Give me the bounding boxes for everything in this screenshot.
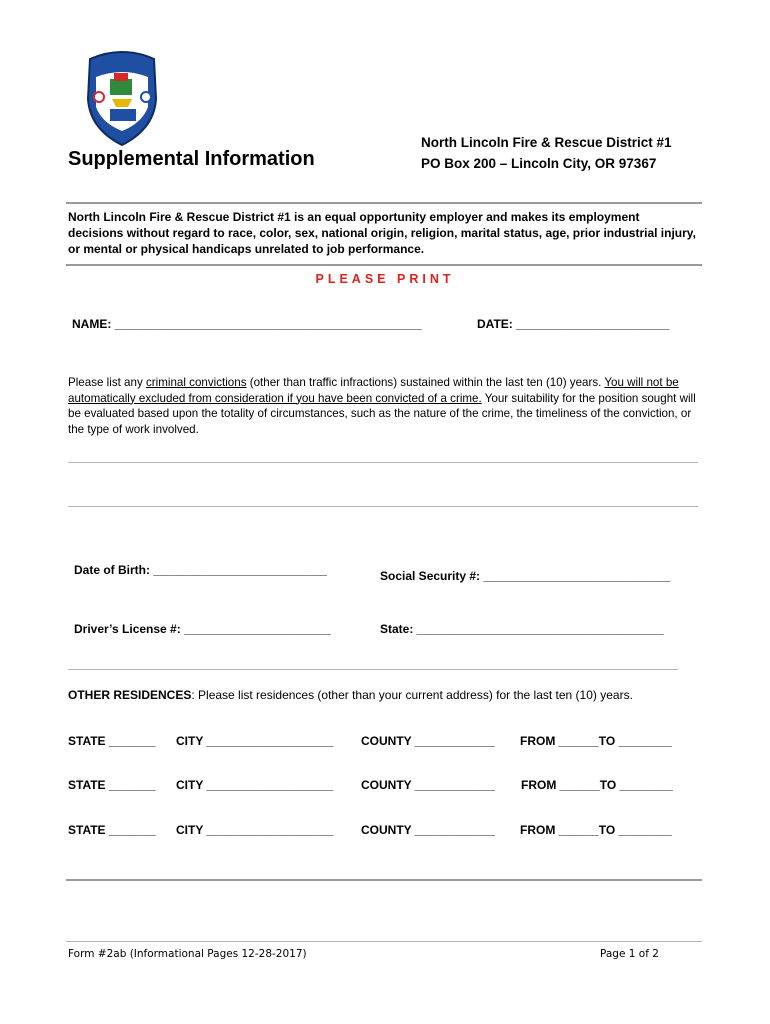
footer-divider [66,941,702,942]
form-id: Form #2ab (Informational Pages 12-28-2017) [68,948,307,960]
convictions-text-1: Please list any [68,376,146,389]
name-field[interactable]: NAME: ______________________________________________ [72,317,422,331]
residences-text: : Please list residences (other than your current address) for the last ten (10) years. [191,688,633,702]
convictions-paragraph [68,375,704,437]
drivers-license-field[interactable]: Driver’s License #: ______________________ [74,622,331,636]
org-address: PO Box 200 – Lincoln City, OR 97367 [421,156,657,171]
residence-county-field[interactable]: COUNTY ____________ [361,778,495,792]
residence-state-field[interactable]: STATE _______ [68,823,156,837]
residence-county-field[interactable]: COUNTY ____________ [361,734,495,748]
header-divider [66,202,702,204]
org-name: North Lincoln Fire & Rescue District #1 [421,135,672,150]
residence-city-field[interactable]: CITY ___________________ [176,823,334,837]
residences-instructions [68,688,633,702]
residence-dates-field[interactable]: FROM ______TO ________ [520,823,672,837]
ssn-field[interactable]: Social Security #: ____________________________ [380,569,671,583]
residence-dates-field[interactable]: FROM ______TO ________ [520,734,672,748]
residence-city-field[interactable]: CITY ___________________ [176,778,334,792]
residence-city-field[interactable]: CITY ___________________ [176,734,334,748]
date-field[interactable]: DATE: _______________________ [477,317,670,331]
convictions-underlined-text: You will not be automatically excluded from consideration if you have been convicted of a crime. [68,376,679,405]
residences-heading: OTHER RESIDENCES [68,688,192,702]
form-end-divider [66,879,702,881]
license-state-field[interactable]: State: _____________________________________ [380,622,664,636]
convictions-answer-line-2[interactable] [68,506,698,507]
district-logo [82,49,162,147]
page-number: Page 1 of 2 [600,948,659,960]
convictions-text-3: Your suitability for the position sought will be evaluated based upon the totality of circumstances, such as the nature of the crime, the timeliness of the conviction, or the type of work involved. [68,391,696,436]
residence-state-field[interactable]: STATE _______ [68,734,156,748]
please-print-notice: PLEASE PRINT [315,272,455,286]
statement-divider [66,264,702,266]
convictions-answer-line-1[interactable] [68,462,698,463]
residence-state-field[interactable]: STATE _______ [68,778,156,792]
section-separator [68,669,678,670]
residence-dates-field[interactable]: FROM ______TO ________ [521,778,673,792]
criminal-convictions-text: criminal convictions [145,376,247,389]
residence-county-field[interactable]: COUNTY ____________ [361,823,495,837]
dob-field[interactable]: Date of Birth: __________________________ [74,563,327,577]
convictions-text-2: (other than traffic infractions) sustained within the last ten (10) years. [246,376,605,389]
page-title: Supplemental Information [68,148,315,170]
eeo-statement: North Lincoln Fire & Rescue District #1 is an equal opportunity employer and makes its employment decisions without regard to race, color, sex, national origin, religion, marital status, age, prior industrial injury, or mental or physical handicaps unrelated to job performance. [68,210,696,256]
